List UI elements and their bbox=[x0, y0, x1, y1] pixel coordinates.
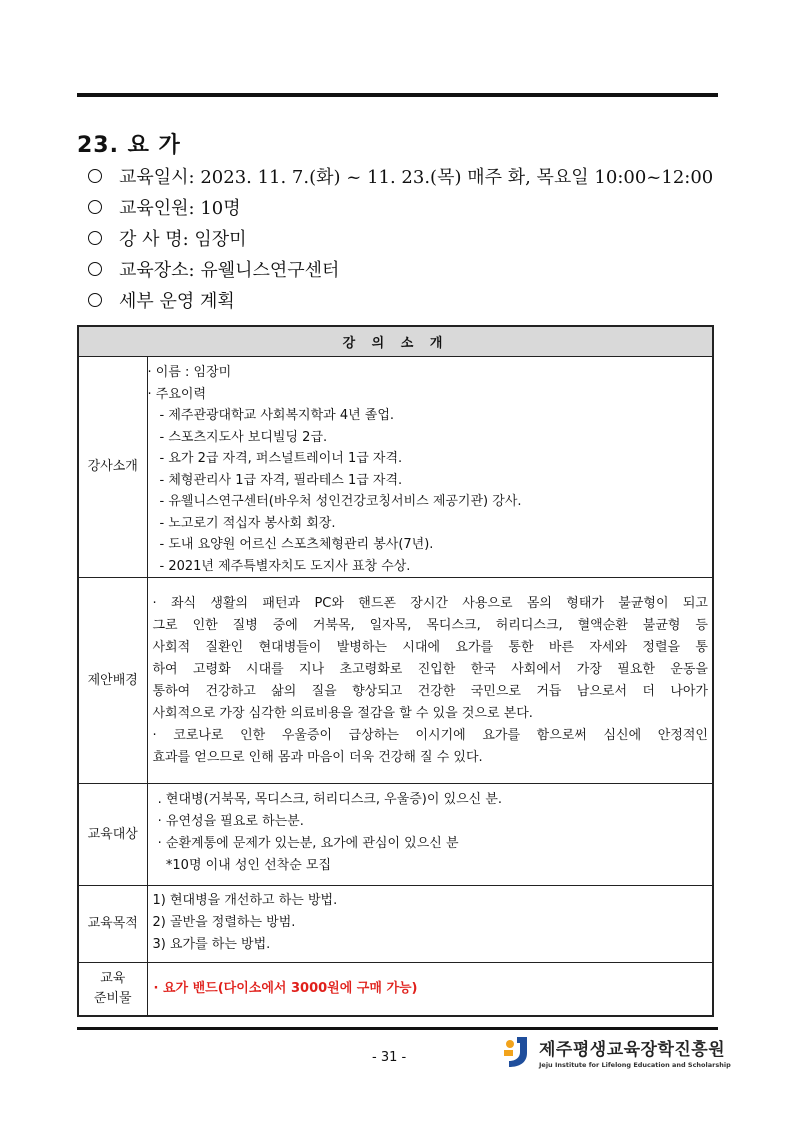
instructor-line: - 도내 요양원 어르신 스포츠체형관리 봉사(7년). bbox=[159, 537, 434, 552]
table-row bbox=[78, 784, 713, 886]
supplies-label bbox=[78, 963, 147, 1017]
background-line: 사회적 질환인 현대병들이 발병하는 시대에 요가를 통한 바른 자세와 정렬을 통 bbox=[152, 640, 708, 655]
background-line: · 코로나로 인한 우울증이 급상하는 이시기에 요가를 함으로써 심신에 안정적인 bbox=[152, 728, 708, 743]
target-line: . 현대병(거북목, 목디스크, 허리디스크, 우울증)이 있으신 분. bbox=[153, 792, 503, 807]
page-number: - 31 - bbox=[372, 1050, 407, 1065]
supplies-label-top: 교육 bbox=[100, 971, 126, 986]
instructor-line: - 요가 2급 자격, 퍼스널트레이너 1급 자격. bbox=[159, 451, 403, 466]
circle-bullet-icon bbox=[88, 293, 102, 307]
table-row bbox=[78, 578, 713, 784]
header-rule bbox=[77, 93, 718, 97]
instructor-line: - 유웰니스연구센터(바우처 성인건강코칭서비스 제공기관) 강사. bbox=[159, 494, 522, 509]
purpose-label: 교육목적 bbox=[78, 886, 147, 963]
supplies-content bbox=[147, 963, 713, 1017]
purpose-line: 3) 요가를 하는 방법. bbox=[152, 937, 271, 952]
instructor-label: 강사소개 bbox=[78, 357, 147, 578]
course-info-table bbox=[77, 325, 714, 1017]
instructor-line: - 체형관리사 1급 자격, 필라테스 1급 자격. bbox=[159, 472, 403, 488]
target-line: · 유연성을 필요로 하는분. bbox=[153, 814, 304, 829]
table-header: 강 의 소 개 bbox=[78, 326, 713, 357]
background-content bbox=[147, 578, 713, 784]
background-line: · 좌식 생활의 패턴과 PC와 핸드폰 장시간 사용으로 몸의 형태가 불균형이 되고 bbox=[152, 596, 708, 611]
background-line: 하여 고령화 시대를 지나 초고령화로 진입한 한국 사회에서 가장 필요한 운동을 bbox=[152, 662, 708, 677]
org-logo-icon bbox=[503, 1035, 533, 1069]
purpose-line: 2) 골반을 정렬하는 방범. bbox=[152, 915, 296, 930]
list-item: 교육일시: 2023. 11. 7.(화) ~ 11. 23.(목) 매주 화, 목요일 10:00~12:00 bbox=[88, 160, 728, 191]
target-line: · 순환계통에 문제가 있는분, 요가에 관심이 있으신 분 bbox=[153, 836, 459, 851]
circle-bullet-icon bbox=[88, 200, 102, 214]
list-item: 교육장소: 유웰니스연구센터 bbox=[88, 253, 728, 284]
instructor-line: - 제주관광대학교 사회복지학과 4년 졸업. bbox=[159, 408, 395, 423]
background-label: 제안배경 bbox=[78, 578, 147, 784]
circle-bullet-icon bbox=[88, 231, 102, 245]
instructor-line: · 이름 : 임장미 bbox=[147, 365, 232, 380]
instructor-line: - 스포츠지도사 보디빌딩 2급. bbox=[159, 429, 328, 445]
circle-bullet-icon bbox=[88, 169, 102, 183]
target-line: *10명 이내 성인 선착순 모집 bbox=[153, 858, 332, 873]
table-row bbox=[78, 357, 713, 578]
supplies-label-bottom: 준비물 bbox=[93, 991, 132, 1006]
org-name-en: Jeju Institute for Lifelong Education and Scholarship bbox=[539, 1061, 731, 1069]
table-row bbox=[78, 963, 713, 1017]
background-line: 통하여 건강하고 삶의 질을 향상되고 건강한 국민으로 거듭 남으로서 더 나아가 bbox=[152, 684, 708, 699]
list-item: 강 사 명: 임장미 bbox=[88, 222, 728, 253]
table-row bbox=[78, 886, 713, 963]
instructor-line: - 2021년 제주특별자치도 도지사 표창 수상. bbox=[159, 558, 411, 574]
target-content bbox=[147, 784, 713, 886]
background-line: 그로 인한 질병 중에 거북목, 일자목, 목디스크, 허리디스크, 혈액순환 불균형 등 bbox=[152, 618, 708, 633]
footer-rule bbox=[77, 1027, 718, 1030]
section-title: 23. 요 가 bbox=[77, 133, 181, 158]
list-item: 교육인원: 10명 bbox=[88, 191, 728, 222]
instructor-line: - 노고로기 적십자 봉사회 회장. bbox=[159, 515, 336, 531]
instructor-line: · 주요이력 bbox=[147, 386, 206, 402]
circle-bullet-icon bbox=[88, 262, 102, 276]
list-item: 세부 운영 계획 bbox=[88, 284, 728, 315]
purpose-content bbox=[147, 886, 713, 963]
background-line: 사회적으로 가장 심각한 의료비용을 절감을 할 수 있을 것으로 본다. bbox=[152, 706, 533, 721]
org-name-ko: 제주평생교육장학진흥원 bbox=[539, 1040, 726, 1060]
purpose-line: 1) 현대병을 개선하고 하는 방법. bbox=[152, 893, 338, 908]
background-line: 효과를 얻으므로 인해 몸과 마음이 더욱 건강해 질 수 있다. bbox=[152, 750, 483, 765]
supplies-text: · 요가 밴드(다이소에서 3000원에 구매 가능) bbox=[153, 981, 418, 997]
overview-list bbox=[88, 160, 728, 315]
org-logo bbox=[503, 1035, 731, 1069]
target-label: 교육대상 bbox=[78, 784, 147, 886]
instructor-content bbox=[147, 357, 713, 578]
